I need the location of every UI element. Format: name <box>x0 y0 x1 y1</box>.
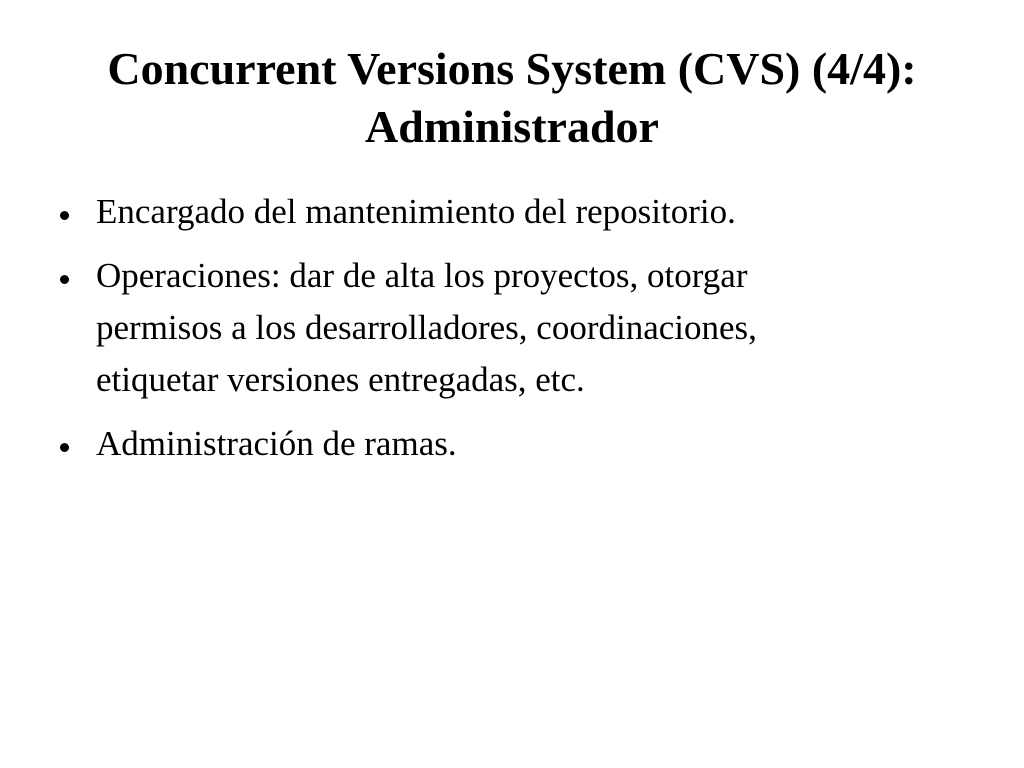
slide-title-line: Concurrent Versions System (CVS) (4/4): <box>107 43 917 94</box>
bullet-text <box>96 418 986 470</box>
bullet-line: Operaciones: dar de alta los proyectos, otorgar <box>96 256 748 295</box>
bullet-line: Administración de ramas. <box>96 424 457 463</box>
bullet-text <box>96 250 986 406</box>
bullet-item <box>56 186 986 238</box>
bullet-text <box>96 186 986 238</box>
bullet-dot-icon <box>60 275 69 284</box>
bullet-dot-icon <box>60 211 69 220</box>
bullet-item <box>56 250 986 406</box>
bullet-line: permisos a los desarrolladores, coordinaciones, <box>96 308 757 347</box>
bullet-list <box>56 186 986 482</box>
slide-title-line: Administrador <box>365 101 659 152</box>
bullet-line: etiquetar versiones entregadas, etc. <box>96 360 585 399</box>
bullet-item <box>56 418 986 470</box>
bullet-line: Encargado del mantenimiento del repositorio. <box>96 192 736 231</box>
bullet-dot-icon <box>60 443 69 452</box>
slide-title <box>20 40 1004 156</box>
